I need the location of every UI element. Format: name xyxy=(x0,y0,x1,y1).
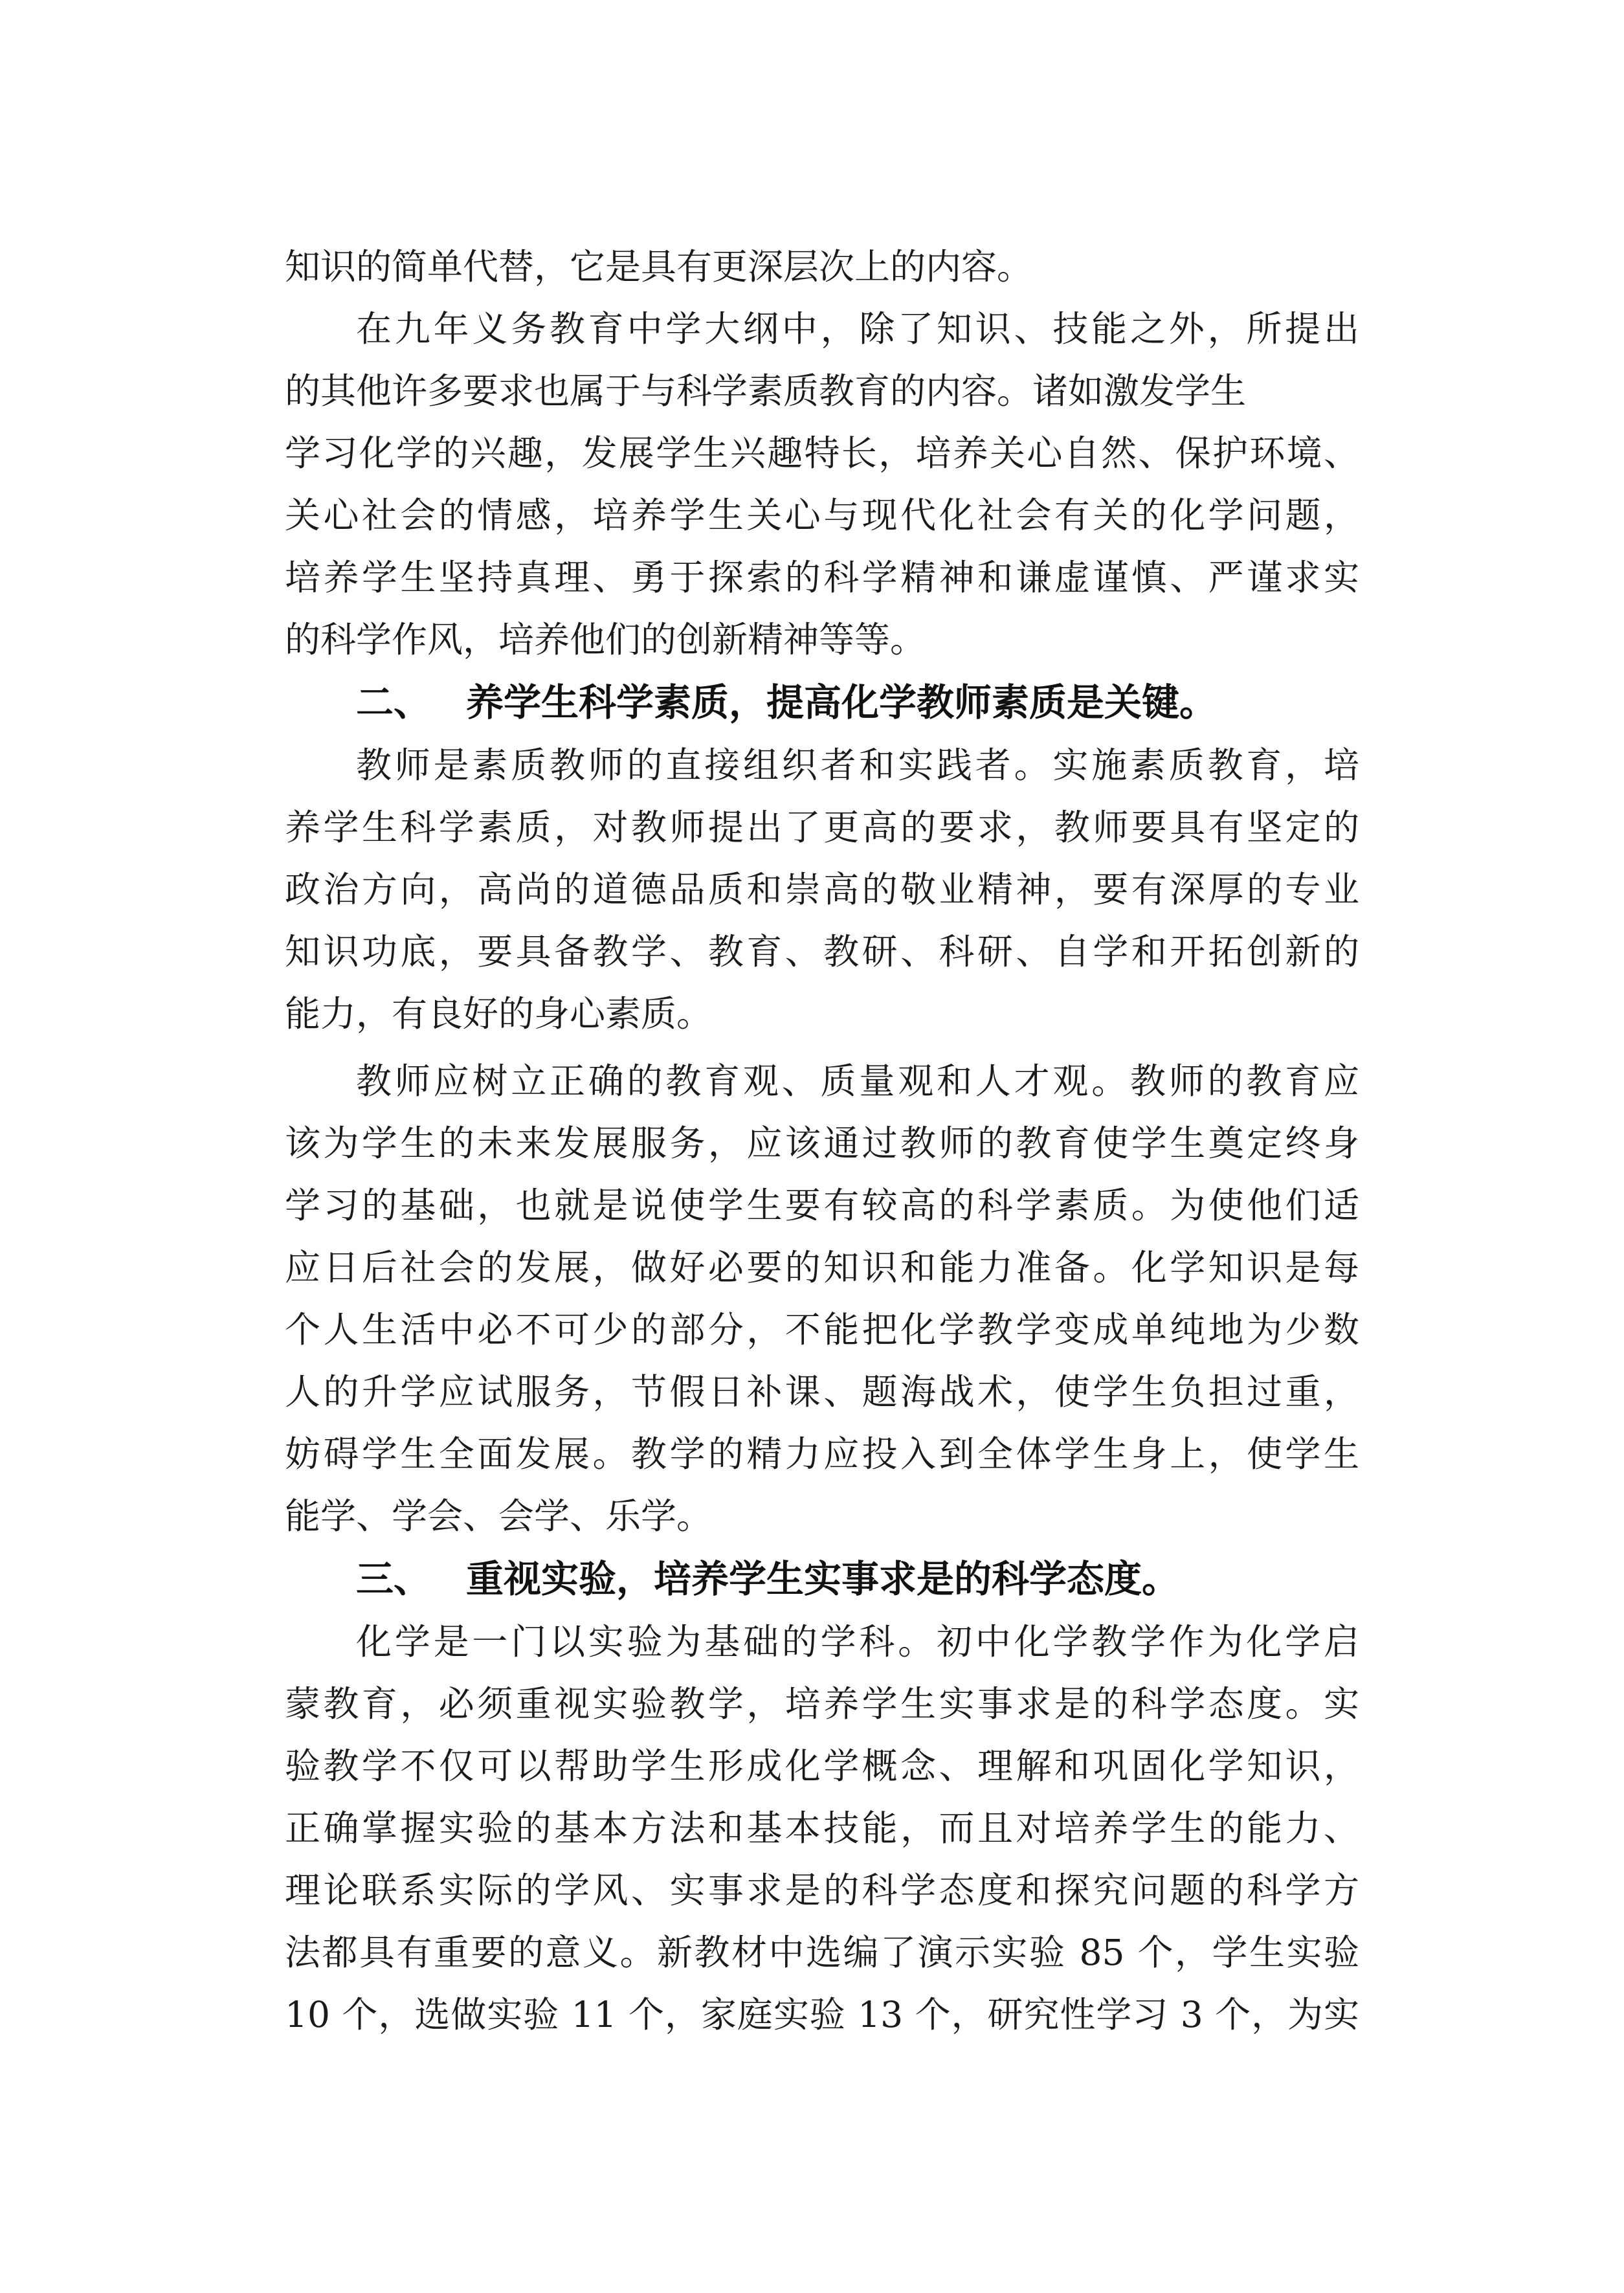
text-line: 人的升学应试服务，节假日补课、题海战术，使学生负担过重， xyxy=(285,1371,1359,1413)
section-number: 二、 xyxy=(356,680,432,724)
text-line: 蒙教育，必须重视实验教学，培养学生实事求是的科学态度。实 xyxy=(285,1683,1359,1725)
text-line: 应日后社会的发展，做好必要的知识和能力准备。化学知识是每 xyxy=(285,1247,1359,1288)
text-line: 知识的简单代替，它是具有更深层次上的内容。 xyxy=(285,246,1033,287)
text-line: 知识功底，要具备教学、教育、教研、科研、自学和开拓创新的 xyxy=(285,931,1359,972)
section-heading xyxy=(356,673,1366,732)
text-line: 政治方向，高尚的道德品质和崇高的敬业精神，要有深厚的专业 xyxy=(285,869,1359,910)
text-line: 关心社会的情感，培养学生关心与现代化社会有关的化学问题， xyxy=(285,495,1359,536)
text-line: 教师应树立正确的教育观、质量观和人才观。教师的教育应 xyxy=(356,1060,1359,1102)
section-title: 养学生科学素质，提高化学教师素质是关键。 xyxy=(466,680,1218,724)
text-line: 能学、学会、会学、乐学。 xyxy=(285,1495,713,1537)
text-line: 培养学生坚持真理、勇于探索的科学精神和谦虚谨慎、严谨求实 xyxy=(285,557,1359,598)
text-line: 个人生活中必不可少的部分，不能把化学教学变成单纯地为少数 xyxy=(285,1309,1359,1350)
text-line: 验教学不仅可以帮助学生形成化学概念、理解和巩固化学知识， xyxy=(285,1745,1359,1787)
text-line: 化学是一门以实验为基础的学科。初中化学教学作为化学启 xyxy=(356,1621,1359,1662)
section-title: 重视实验，培养学生实事求是的科学态度。 xyxy=(466,1557,1180,1601)
text-line: 正确掌握实验的基本方法和基本技能，而且对培养学生的能力、 xyxy=(285,1807,1359,1849)
text-line: 的其他许多要求也属于与科学素质教育的内容。诸如激发学生 xyxy=(285,370,1247,412)
text-line: 理论联系实际的学风、实事求是的科学态度和探究问题的科学方 xyxy=(285,1870,1359,1911)
text-line: 在九年义务教育中学大纲中，除了知识、技能之外，所提出 xyxy=(356,308,1359,350)
text-line: 该为学生的未来发展服务，应该通过教师的教育使学生奠定终身 xyxy=(285,1123,1359,1164)
section-number: 三、 xyxy=(356,1557,432,1601)
text-line: 教师是素质教师的直接组织者和实践者。实施素质教育，培 xyxy=(356,744,1359,786)
text-line: 10 个，选做实验 11 个，家庭实验 13 个，研究性学习 3 个，为实 xyxy=(285,1994,1359,2035)
section-heading xyxy=(356,1550,1366,1608)
text-line: 能力，有良好的身心素质。 xyxy=(285,993,713,1035)
text-line: 养学生科学素质，对教师提出了更高的要求，教师要具有坚定的 xyxy=(285,807,1359,848)
text-line: 学习的基础，也就是说使学生要有较高的科学素质。为使他们适 xyxy=(285,1185,1359,1226)
text-line: 的科学作风，培养他们的创新精神等等。 xyxy=(285,619,926,660)
text-line: 法都具有重要的意义。新教材中选编了演示实验 85 个，学生实验 xyxy=(285,1932,1359,1973)
text-line: 学习化学的兴趣，发展学生兴趣特长，培养关心自然、保护环境、 xyxy=(285,432,1359,474)
text-line: 妨碍学生全面发展。教学的精力应投入到全体学生身上，使学生 xyxy=(285,1433,1359,1475)
